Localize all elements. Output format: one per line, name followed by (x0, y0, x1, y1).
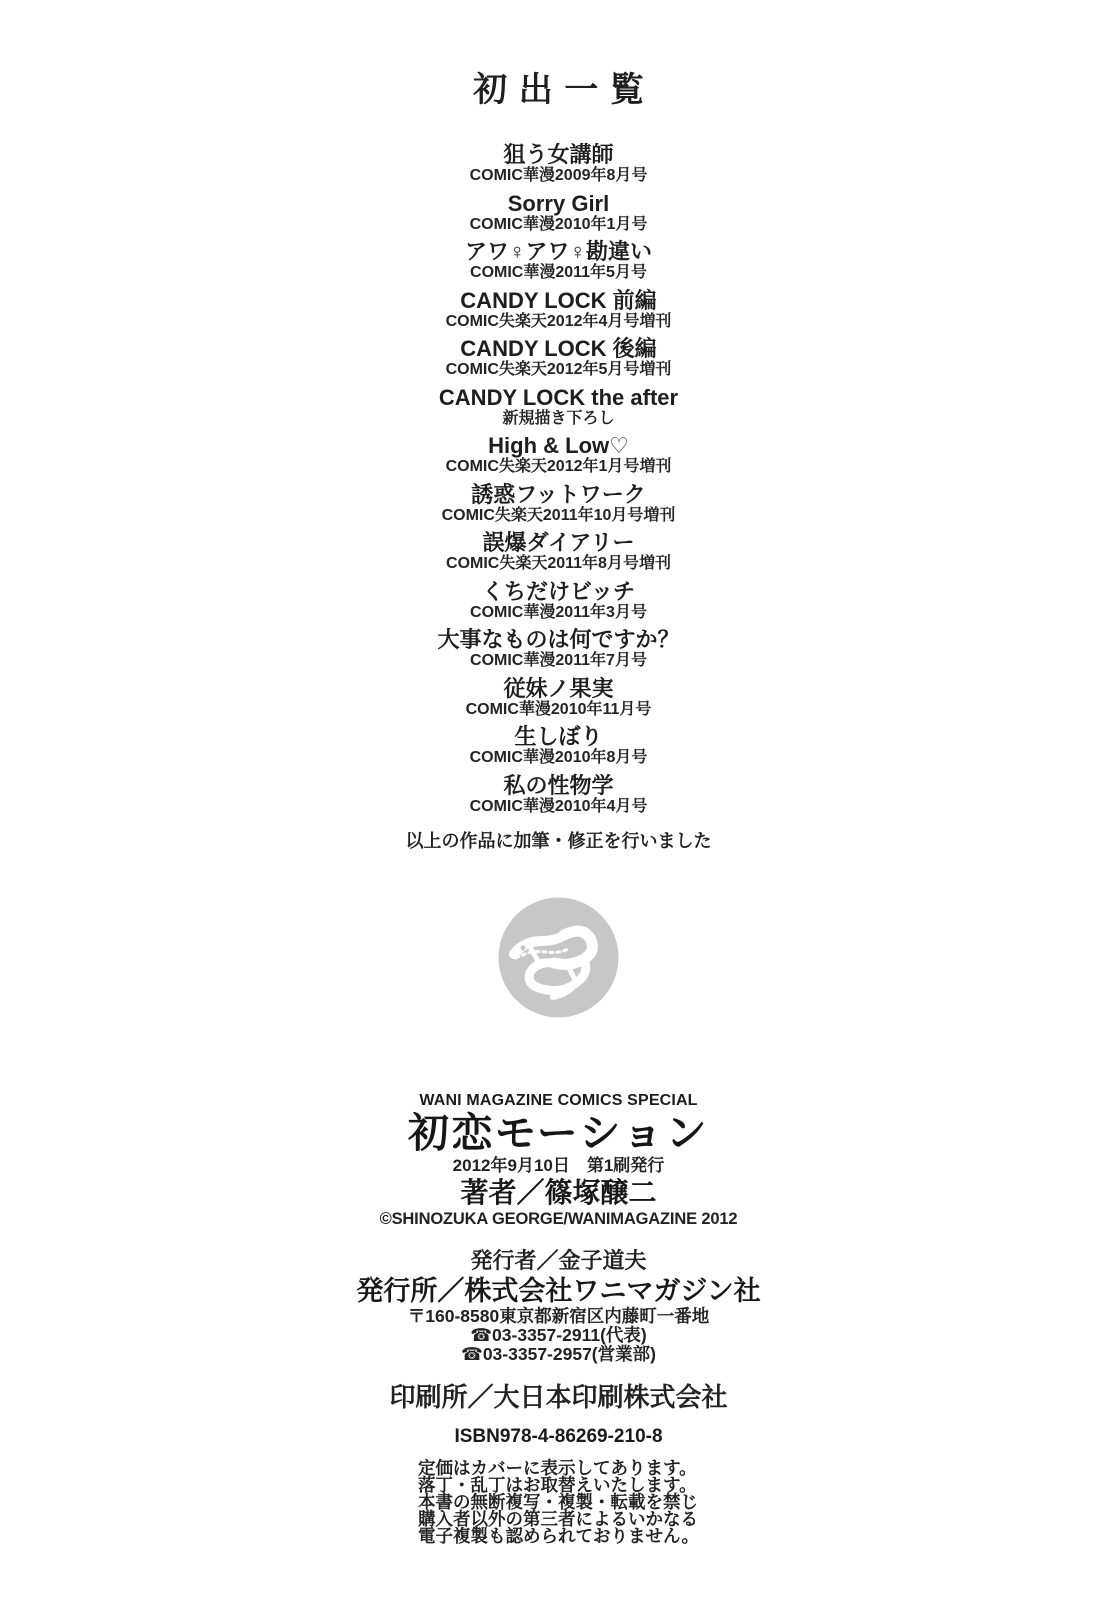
work-source: COMIC華漫2010年8月号 (469, 749, 648, 766)
work-title: アワ♀アワ♀勘違い (464, 239, 652, 264)
phone-sales: ☎03-3357-2957(営業部) (461, 1344, 656, 1364)
work-source: COMIC失楽天2012年1月号増刊 (445, 458, 672, 475)
publisher-company: 発行所／株式会社ワニマガジン社 (356, 1276, 761, 1306)
list-item (0, 530, 1117, 573)
work-source: COMIC華漫2011年7月号 (470, 652, 647, 669)
revision-note: 以上の作品に加筆・修正を行いました (405, 831, 712, 851)
list-item (0, 724, 1117, 767)
list-item (0, 579, 1117, 622)
publisher-address: 〒160-8580東京都新宿区内藤町一番地 (407, 1306, 710, 1326)
list-item (0, 191, 1117, 234)
work-title: 従妹ノ果実 (503, 675, 614, 701)
list-item (0, 336, 1117, 379)
work-source: COMIC華漫2010年1月号 (469, 215, 648, 233)
notice-line: 本書の無断複写・複製・転載を禁じ (417, 1492, 698, 1512)
print-date: 2012年9月10日 第1刷発行 (452, 1156, 665, 1175)
work-title: High & Low♡ (488, 433, 629, 458)
work-source: COMIC華漫2011年3月号 (470, 603, 647, 621)
list-item (0, 773, 1117, 816)
publisher-person: 発行者／金子道夫 (470, 1248, 647, 1273)
first-publication-list (0, 142, 1117, 815)
work-source: COMIC失楽天2011年10月号増刊 (441, 506, 676, 524)
notice-line: 購入者以外の第三者によるいかなる (417, 1509, 698, 1529)
list-item (0, 288, 1117, 331)
work-title: CANDY LOCK the after (438, 384, 679, 410)
notice-line: 電子複製も認められておりません。 (417, 1526, 700, 1546)
notice-line: 定価はカバーに表示してあります。 (417, 1458, 697, 1478)
work-source: COMIC失楽天2012年4月号増刊 (445, 312, 672, 330)
list-item (0, 482, 1117, 525)
phone-main: ☎03-3357-2911(代表) (470, 1325, 647, 1345)
legal-notice (418, 1460, 699, 1545)
list-item (0, 627, 1117, 670)
work-title: CANDY LOCK 後編 (460, 336, 657, 361)
work-title: 誤爆ダイアリー (482, 530, 635, 555)
list-item (0, 433, 1117, 476)
list-item (0, 676, 1117, 719)
publisher-logo (0, 897, 1117, 1018)
work-source: COMIC華漫2010年4月号 (469, 797, 648, 815)
series-label: WANI MAGAZINE COMICS SPECIAL (419, 1092, 698, 1109)
author-credit: 著者／篠塚醸二 (460, 1177, 657, 1208)
list-item (0, 239, 1117, 282)
page-title: 初出一覧 (473, 71, 656, 109)
work-source: COMIC華漫2011年5月号 (470, 264, 647, 281)
copyright-line: ©SHINOZUKA GEORGE/WANIMAGAZINE 2012 (379, 1210, 738, 1228)
isbn-number: ISBN978-4-86269-210-8 (454, 1426, 663, 1447)
work-title: くちだけビッチ (481, 578, 636, 604)
work-source: COMIC失楽天2012年5月号増刊 (445, 361, 672, 378)
colophon-block (0, 1092, 1117, 1547)
book-title: 初恋モーション (408, 1110, 709, 1156)
notice-line: 落丁・乱丁はお取替えいたします。 (417, 1475, 697, 1495)
list-item (0, 142, 1117, 185)
work-title: Sorry Girl (507, 190, 610, 216)
work-source: COMIC失楽天2011年8月号増刊 (446, 555, 671, 572)
work-source: 新規描き下ろし (502, 409, 615, 427)
printer-credit: 印刷所／大日本印刷株式会社 (389, 1382, 728, 1412)
work-title: 狙う女講師 (503, 142, 614, 167)
wani-crocodile-logo-icon (498, 897, 619, 1018)
work-title: 生しぼり (514, 724, 603, 749)
work-title: 大事なものは何ですか？ (437, 627, 680, 652)
work-title: 誘惑フットワーク (471, 481, 646, 507)
work-source: COMIC華漫2009年8月号 (469, 167, 648, 184)
work-title: CANDY LOCK 前編 (460, 287, 657, 313)
work-source: COMIC華漫2010年11月号 (465, 700, 652, 718)
list-item (0, 385, 1117, 428)
work-title: 私の性物学 (503, 772, 614, 798)
